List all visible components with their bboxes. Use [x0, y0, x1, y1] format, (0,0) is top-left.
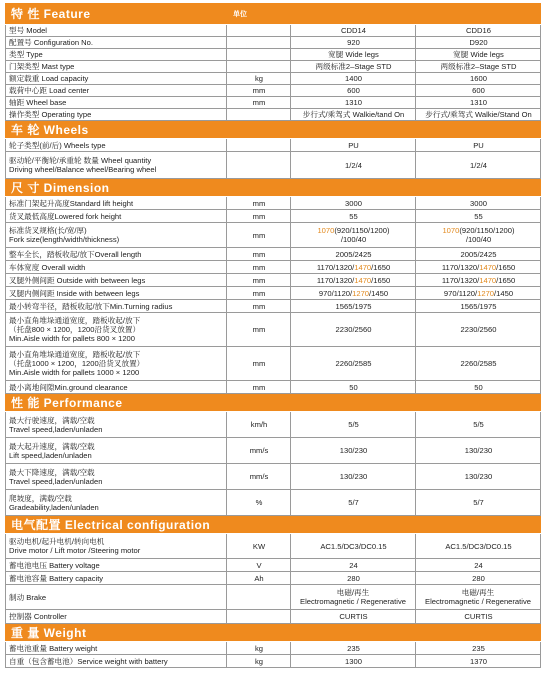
row-label: [5, 534, 227, 558]
value-cdd14: 130/230: [291, 438, 416, 463]
spec-row-travel-speed: [5, 412, 541, 438]
value-cdd14: CURTIS: [291, 610, 416, 623]
row-unit: mm: [227, 381, 291, 393]
row-unit: mm: [227, 223, 291, 247]
label-line-2: Fork size(length/width/thickness): [9, 235, 120, 244]
value-line-2: Electromagnetic / Regenerative: [300, 597, 406, 606]
value-cdd14: [291, 223, 416, 247]
label-line-2: Travel speed,laden/unladen: [9, 424, 103, 434]
value-cdd16: 235: [416, 642, 541, 654]
value-cdd14: [291, 261, 416, 273]
value-cdd14: 600: [291, 85, 416, 96]
row-label: 叉腿内侧间距 Inside with between legs: [5, 287, 227, 299]
value-cdd14: 1310: [291, 97, 416, 108]
value-cdd14: 1400: [291, 73, 416, 84]
value-cdd16: 两级标准2–Stage STD: [416, 61, 541, 72]
value-cdd14: 1565/1975: [291, 300, 416, 312]
row-unit: KW: [227, 534, 291, 558]
section-title: 尺 寸 Dimension: [11, 181, 110, 195]
value-highlight: 1070: [317, 226, 335, 235]
value-part: /1650: [496, 275, 516, 285]
value-cdd14: 2230/2560: [291, 313, 416, 346]
label-line-1: 最大起升速度，满载/空载: [9, 441, 95, 451]
value-part: /1450: [369, 288, 389, 298]
row-label: 车体宽度 Overall width: [5, 261, 227, 273]
value-part: 1170/1320/: [441, 262, 480, 272]
section-wheels: [5, 121, 541, 139]
label-line-2: Lift speed,laden/unladen: [9, 450, 92, 460]
section-title: 重 量 Weight: [11, 626, 87, 640]
value-cdd14: 50: [291, 381, 416, 393]
spec-row-aisle-1000: [5, 347, 541, 381]
spec-row-config: [5, 37, 541, 49]
row-unit: V: [227, 559, 291, 571]
spec-row-lowered-fork: [5, 210, 541, 223]
row-label: 门架类型 Mast type: [5, 61, 227, 72]
row-unit: mm: [227, 197, 291, 209]
value-cdd14: 55: [291, 210, 416, 222]
value-cdd14: [291, 287, 416, 299]
row-label: [5, 152, 227, 178]
section-weight: [5, 624, 541, 642]
value-part: (920/1150/1200): [459, 226, 515, 235]
value-cdd16: 24: [416, 559, 541, 571]
row-label: 最小转弯半径，踏板收起/放下Min.Turning radius: [5, 300, 227, 312]
spec-row-lowering-speed: [5, 464, 541, 490]
row-unit: mm: [227, 313, 291, 346]
row-unit: [227, 37, 291, 48]
value-highlight: 1470: [354, 262, 372, 272]
row-unit: km/h: [227, 412, 291, 437]
row-label: 蓄电池容量 Battery capacity: [5, 572, 227, 584]
value-cdd14: 5/5: [291, 412, 416, 437]
value-cdd14: 步行式/乘驾式 Walkie/tand On: [291, 109, 416, 120]
row-label: [5, 464, 227, 489]
spec-row-outside-legs: [5, 274, 541, 287]
row-unit: mm: [227, 300, 291, 312]
value-part: /100/40: [465, 235, 492, 244]
row-label: [5, 438, 227, 463]
label-line-1: 最小直角堆垛通道宽度，踏板收起/放下: [9, 350, 141, 359]
value-cdd16: 50: [416, 381, 541, 393]
value-cdd16: PU: [416, 139, 541, 151]
value-part: /1650: [496, 262, 516, 272]
label-line-1: 驱动轮/平衡轮/承重轮 数量 Wheel quantity: [9, 156, 152, 165]
row-label: 标准门架起升高度Standard lift height: [5, 197, 227, 209]
label-line-3: Min.Aisle width for pallets 800 × 1200: [9, 334, 136, 343]
value-cdd16: AC1.5/DC3/DC0.15: [416, 534, 541, 558]
value-cdd14: 2260/2585: [291, 347, 416, 380]
spec-row-mast: [5, 61, 541, 73]
value-highlight: 1270: [352, 288, 370, 298]
value-cdd14: AC1.5/DC3/DC0.15: [291, 534, 416, 558]
section-title: 性 能 Performance: [11, 396, 123, 410]
value-part: 1170/1320/: [316, 275, 355, 285]
label-line-2: （托盘800 × 1200，1200沿货叉放置）: [9, 325, 141, 334]
row-label: 货叉最低高度Lowered fork height: [5, 210, 227, 222]
section-title: 车 轮 Wheels: [11, 123, 89, 137]
value-cdd16: CURTIS: [416, 610, 541, 623]
spec-row-battery-weight: [5, 642, 541, 655]
spec-row-aisle-800: [5, 313, 541, 347]
value-part: /1650: [371, 262, 391, 272]
value-cdd14: 1300: [291, 655, 416, 667]
label-line-2: Gradeability,laden/unladen: [9, 502, 99, 512]
value-cdd14: 280: [291, 572, 416, 584]
value-highlight: 1470: [479, 275, 497, 285]
row-label: 叉腿外侧间距 Outside with between legs: [5, 274, 227, 286]
row-label: 蓄电池电压 Battery voltage: [5, 559, 227, 571]
spec-row-overall-width: [5, 261, 541, 274]
row-unit: Ah: [227, 572, 291, 584]
value-line-1: 电磁/再生: [336, 588, 370, 597]
row-label: 控制器 Controller: [5, 610, 227, 623]
row-unit: %: [227, 490, 291, 515]
label-line-1: 最小直角堆垛通道宽度，踏板收起/放下: [9, 316, 141, 325]
row-label: [5, 490, 227, 515]
value-cdd14: 宽腿 Wide legs: [291, 49, 416, 60]
value-part: 1170/1320/: [441, 275, 480, 285]
row-label: [5, 347, 227, 380]
row-unit: [227, 61, 291, 72]
label-line-1: 驱动电机/起升电机/转向电机: [9, 537, 105, 546]
spec-row-battery-capacity: [5, 572, 541, 585]
value-part: 970/1120/: [443, 288, 478, 298]
label-line-2: Driving wheel/Balance wheel/Bearing wheel: [9, 165, 157, 174]
row-label: 轮子类型(前/后) Wheels type: [5, 139, 227, 151]
spec-row-type: [5, 49, 541, 61]
value-cdd14: 235: [291, 642, 416, 654]
value-cdd16: 130/230: [416, 438, 541, 463]
row-unit: mm: [227, 210, 291, 222]
value-cdd14: 1/2/4: [291, 152, 416, 178]
value-cdd16: D920: [416, 37, 541, 48]
value-cdd16: 130/230: [416, 464, 541, 489]
row-unit: [227, 49, 291, 60]
row-label: [5, 412, 227, 437]
row-label: 载荷中心距 Load center: [5, 85, 227, 96]
value-highlight: 1270: [477, 288, 495, 298]
value-line-2: Electromagnetic / Regenerative: [425, 597, 531, 606]
label-line-1: 最大下降速度，满载/空载: [9, 467, 95, 477]
row-unit: kg: [227, 642, 291, 654]
value-cdd16: 1/2/4: [416, 152, 541, 178]
value-cdd16: 600: [416, 85, 541, 96]
value-cdd14: [291, 585, 416, 609]
label-line-2: Drive motor / Lift motor /Steering motor: [9, 546, 141, 555]
row-unit: mm: [227, 261, 291, 273]
label-line-1: 爬坡度，满载/空载: [9, 493, 72, 503]
row-unit: mm/s: [227, 438, 291, 463]
row-label: 型号 Model: [5, 25, 227, 36]
value-cdd16: [416, 223, 541, 247]
row-label: 类型 Type: [5, 49, 227, 60]
spec-row-brake: [5, 585, 541, 610]
value-line-1: 电磁/再生: [461, 588, 495, 597]
spec-row-inside-legs: [5, 287, 541, 300]
spec-row-controller: [5, 610, 541, 624]
row-unit: [227, 585, 291, 609]
row-label: 最小离地间隙Min.ground clearance: [5, 381, 227, 393]
spec-row-gradeability: [5, 490, 541, 516]
value-cdd16: 步行式/乘驾式 Walkie/Stand On: [416, 109, 541, 120]
row-label: 轴距 Wheel base: [5, 97, 227, 108]
spec-row-model: [5, 25, 541, 37]
value-cdd16: 2260/2585: [416, 347, 541, 380]
value-cdd14: 5/7: [291, 490, 416, 515]
row-unit: mm: [227, 274, 291, 286]
spec-row-ground-clearance: [5, 381, 541, 394]
row-unit: mm/s: [227, 464, 291, 489]
section-performance: [5, 394, 541, 412]
section-title: 电气配置 Electrical configuration: [11, 518, 211, 532]
value-cdd16: 3000: [416, 197, 541, 209]
spec-row-motors: [5, 534, 541, 559]
label-line-2: （托盘1000 × 1200，1200沿货叉放置）: [9, 359, 145, 368]
row-label: 整车全长，踏板收起/放下Overall length: [5, 248, 227, 260]
row-label: 额定载重 Load capacity: [5, 73, 227, 84]
value-cdd16: 1370: [416, 655, 541, 667]
row-unit: kg: [227, 73, 291, 84]
value-cdd16: CDD16: [416, 25, 541, 36]
value-cdd16: 1600: [416, 73, 541, 84]
spec-row-load-capacity: [5, 73, 541, 85]
label-line-1: 最大行驶速度，满载/空载: [9, 415, 95, 425]
row-unit: mm: [227, 248, 291, 260]
value-cdd14: 3000: [291, 197, 416, 209]
spec-row-battery-voltage: [5, 559, 541, 572]
unit-header: 单位: [233, 10, 247, 18]
value-cdd14: 两级标准2–Stage STD: [291, 61, 416, 72]
value-cdd16: 2005/2425: [416, 248, 541, 260]
row-label: 配置号 Configuration No.: [5, 37, 227, 48]
label-line-1: 标准货叉规格(长/宽/厚): [9, 226, 87, 235]
value-cdd16: 宽腿 Wide legs: [416, 49, 541, 60]
value-cdd16: [416, 274, 541, 286]
spec-sheet: [5, 3, 541, 668]
value-cdd14: PU: [291, 139, 416, 151]
value-cdd16: 5/7: [416, 490, 541, 515]
value-cdd16: 1565/1975: [416, 300, 541, 312]
spec-row-wheels-type: [5, 139, 541, 152]
value-cdd14: 130/230: [291, 464, 416, 489]
spec-row-overall-length: [5, 248, 541, 261]
value-cdd16: 55: [416, 210, 541, 222]
row-label: [5, 223, 227, 247]
label-line-2: Travel speed,laden/unladen: [9, 476, 103, 486]
row-unit: mm: [227, 347, 291, 380]
value-cdd14: 24: [291, 559, 416, 571]
value-part: /1650: [371, 275, 391, 285]
value-cdd16: [416, 585, 541, 609]
value-cdd14: CDD14: [291, 25, 416, 36]
section-title: 特 性 Feature: [11, 7, 91, 21]
section-feature: [5, 3, 541, 25]
spec-row-operating-type: [5, 109, 541, 121]
row-unit: [227, 25, 291, 36]
section-electrical: [5, 516, 541, 534]
row-label: 蓄电池重量 Battery weight: [5, 642, 227, 654]
row-unit: [227, 152, 291, 178]
row-unit: kg: [227, 655, 291, 667]
value-highlight: 1470: [354, 275, 372, 285]
value-cdd16: 1310: [416, 97, 541, 108]
spec-row-wheel-quantity: [5, 152, 541, 179]
row-unit: mm: [227, 97, 291, 108]
value-highlight: 1070: [442, 226, 460, 235]
row-label: 制动 Brake: [5, 585, 227, 609]
value-part: /100/40: [340, 235, 367, 244]
spec-row-service-weight: [5, 655, 541, 668]
row-unit: [227, 139, 291, 151]
value-cdd16: 2230/2560: [416, 313, 541, 346]
spec-row-load-center: [5, 85, 541, 97]
spec-row-fork-size: [5, 223, 541, 248]
row-unit: [227, 610, 291, 623]
value-part: /1450: [494, 288, 514, 298]
label-line-3: Min.Aisle width for pallets 1000 × 1200: [9, 368, 140, 377]
value-cdd16: [416, 261, 541, 273]
value-cdd16: 280: [416, 572, 541, 584]
spec-row-wheel-base: [5, 97, 541, 109]
value-part: 1170/1320/: [316, 262, 355, 272]
value-cdd14: 2005/2425: [291, 248, 416, 260]
value-part: 970/1120/: [318, 288, 353, 298]
value-cdd14: 920: [291, 37, 416, 48]
row-unit: [227, 109, 291, 120]
value-part: (920/1150/1200): [334, 226, 390, 235]
spec-row-std-lift: [5, 197, 541, 210]
value-highlight: 1470: [479, 262, 497, 272]
row-unit: mm: [227, 85, 291, 96]
value-cdd16: [416, 287, 541, 299]
row-label: 自重（包含蓄电池）Service weight with battery: [5, 655, 227, 667]
row-unit: mm: [227, 287, 291, 299]
section-dimension: [5, 179, 541, 197]
spec-row-lift-speed: [5, 438, 541, 464]
row-label: [5, 313, 227, 346]
value-cdd14: [291, 274, 416, 286]
value-cdd16: 5/5: [416, 412, 541, 437]
row-label: 操作类型 Operating type: [5, 109, 227, 120]
spec-row-turning-radius: [5, 300, 541, 313]
